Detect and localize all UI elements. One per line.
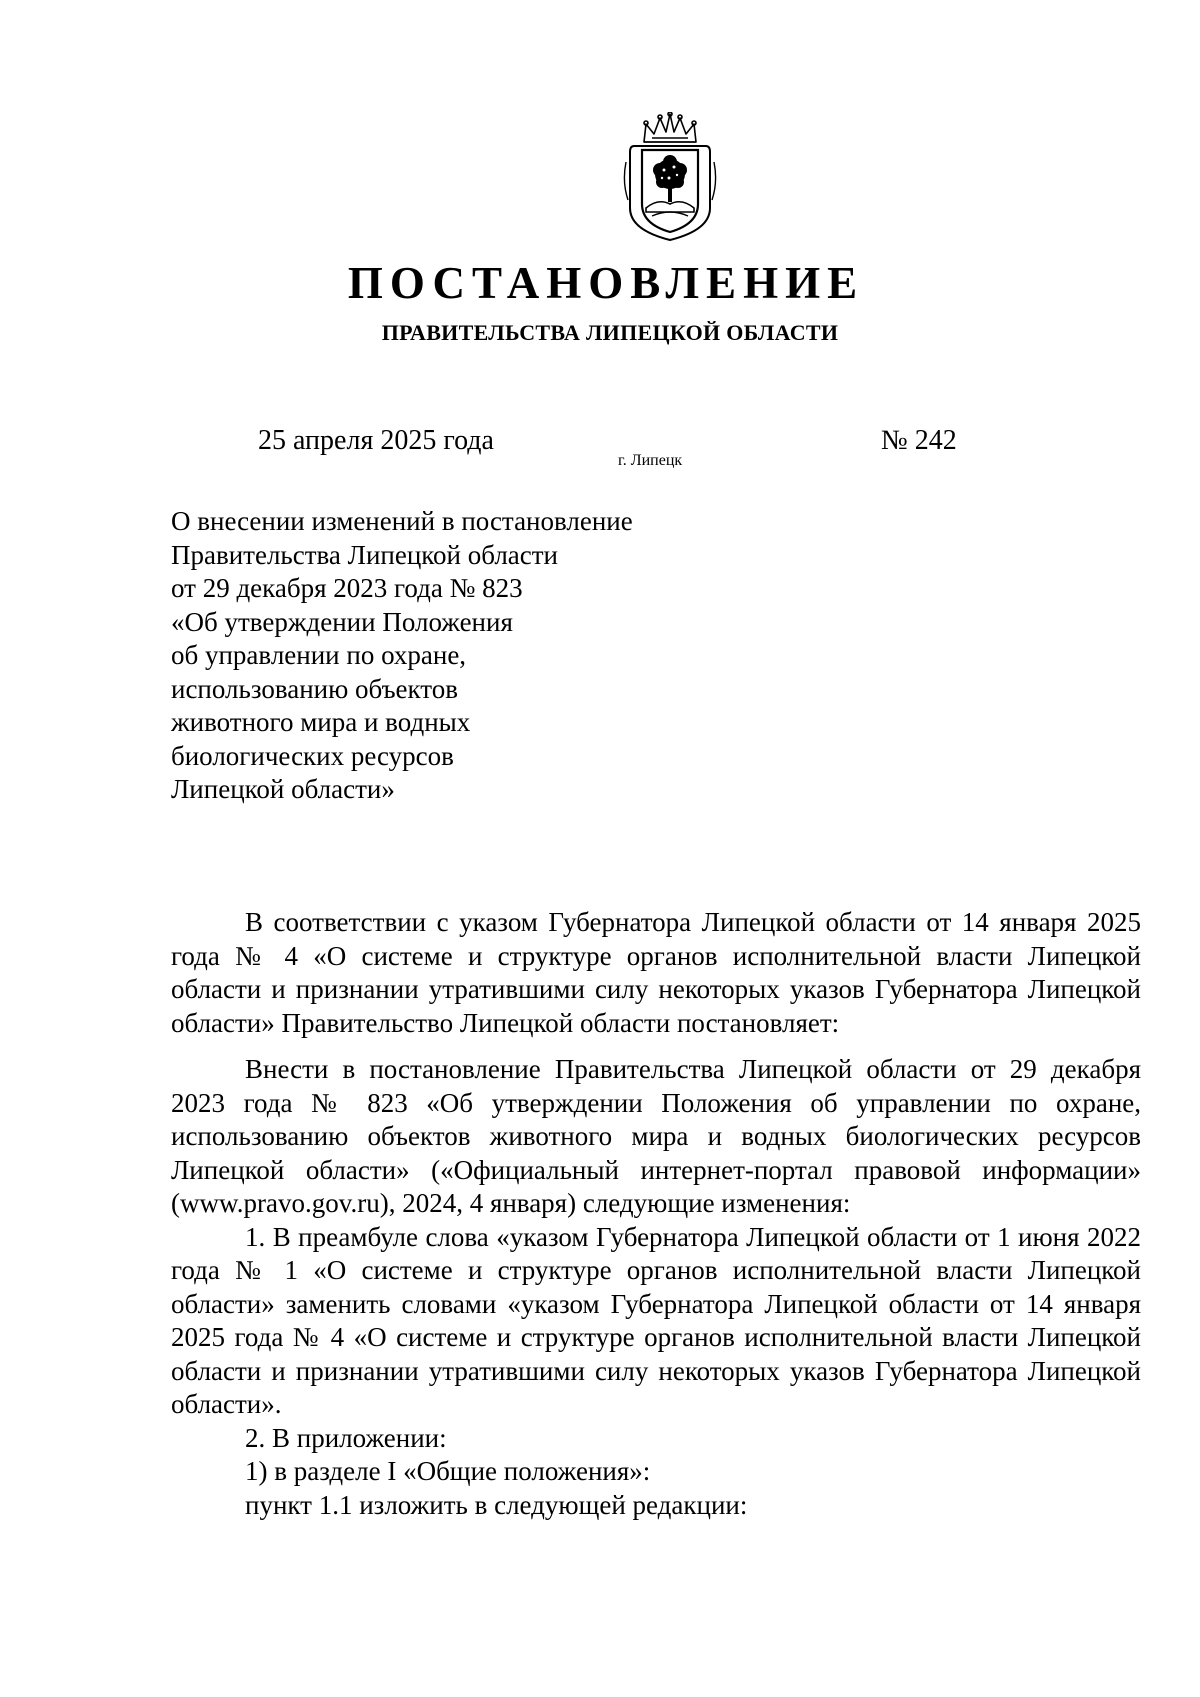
coat-of-arms-emblem — [622, 112, 718, 244]
heading-line: Липецкой области» — [171, 774, 395, 804]
paragraph-item-1: 1. В преамбуле слова «указом Губернатора Липецкой области от 1 июня 2022 года № 1 «О системе и структуре органов исполнительной власти Липецкой области» заменить словами «указом Губернатора Липецкой области от 14 января 2025 года № 4 «О системе и структуре органов исполнительной власти Липецкой области и признании утратившими силу некоторых указов Губернатора Липецкой области». — [171, 1221, 1141, 1419]
paragraph-amendment-intro: Внести в постановление Правительства Липецкой области от 29 декабря 2023 года № 823 «Об утверждении Положения об управлении по охране, использованию объектов животного мира и водных биологических ресурсов Липецкой области» («Официальный интернет-портал правовой информации» (www.pravo.gov.ru), 2024, 4 января) следующие изменения: — [171, 1054, 1141, 1218]
document-heading — [171, 505, 633, 807]
heading-line: использованию объектов — [171, 673, 458, 704]
document-subtitle: ПРАВИТЕЛЬСТВА ЛИПЕЦКОЙ ОБЛАСТИ — [381, 320, 839, 345]
heading-line: биологических ресурсов — [171, 740, 454, 771]
paragraph-clause: пункт 1.1 изложить в следующей редакции: — [245, 1489, 748, 1520]
document-title: ПОСТАНОВЛЕНИЕ — [347, 258, 865, 308]
paragraph-subitem-1: 1) в разделе I «Общие положения»: — [245, 1456, 651, 1486]
paragraph-preamble: В соответствии с указом Губернатора Липецкой области от 14 января 2025 года № 4 «О системе и структуре органов исполнительной власти Липецкой области и признании утратившими силу некоторых указов Губернатора Липецкой области» Правительство Липецкой области постановляет: — [171, 907, 1141, 1038]
heading-line: «Об утверждении Положения — [171, 606, 513, 637]
document-number: № 242 — [881, 425, 957, 456]
heading-line: об управлении по охране, — [171, 640, 467, 670]
heading-line: О внесении изменений в постановление — [171, 506, 633, 536]
document-city: г. Липецк — [618, 452, 683, 469]
paragraph-item-2: 2. В приложении: — [245, 1422, 447, 1453]
document-date: 25 апреля 2025 года — [258, 425, 494, 456]
heading-line: животного мира и водных — [171, 707, 471, 737]
heading-line: Правительства Липецкой области — [171, 539, 559, 570]
document-body — [171, 906, 1141, 1522]
heading-line: от 29 декабря 2023 года № 823 — [171, 573, 523, 603]
coat-of-arms-icon — [622, 112, 718, 244]
